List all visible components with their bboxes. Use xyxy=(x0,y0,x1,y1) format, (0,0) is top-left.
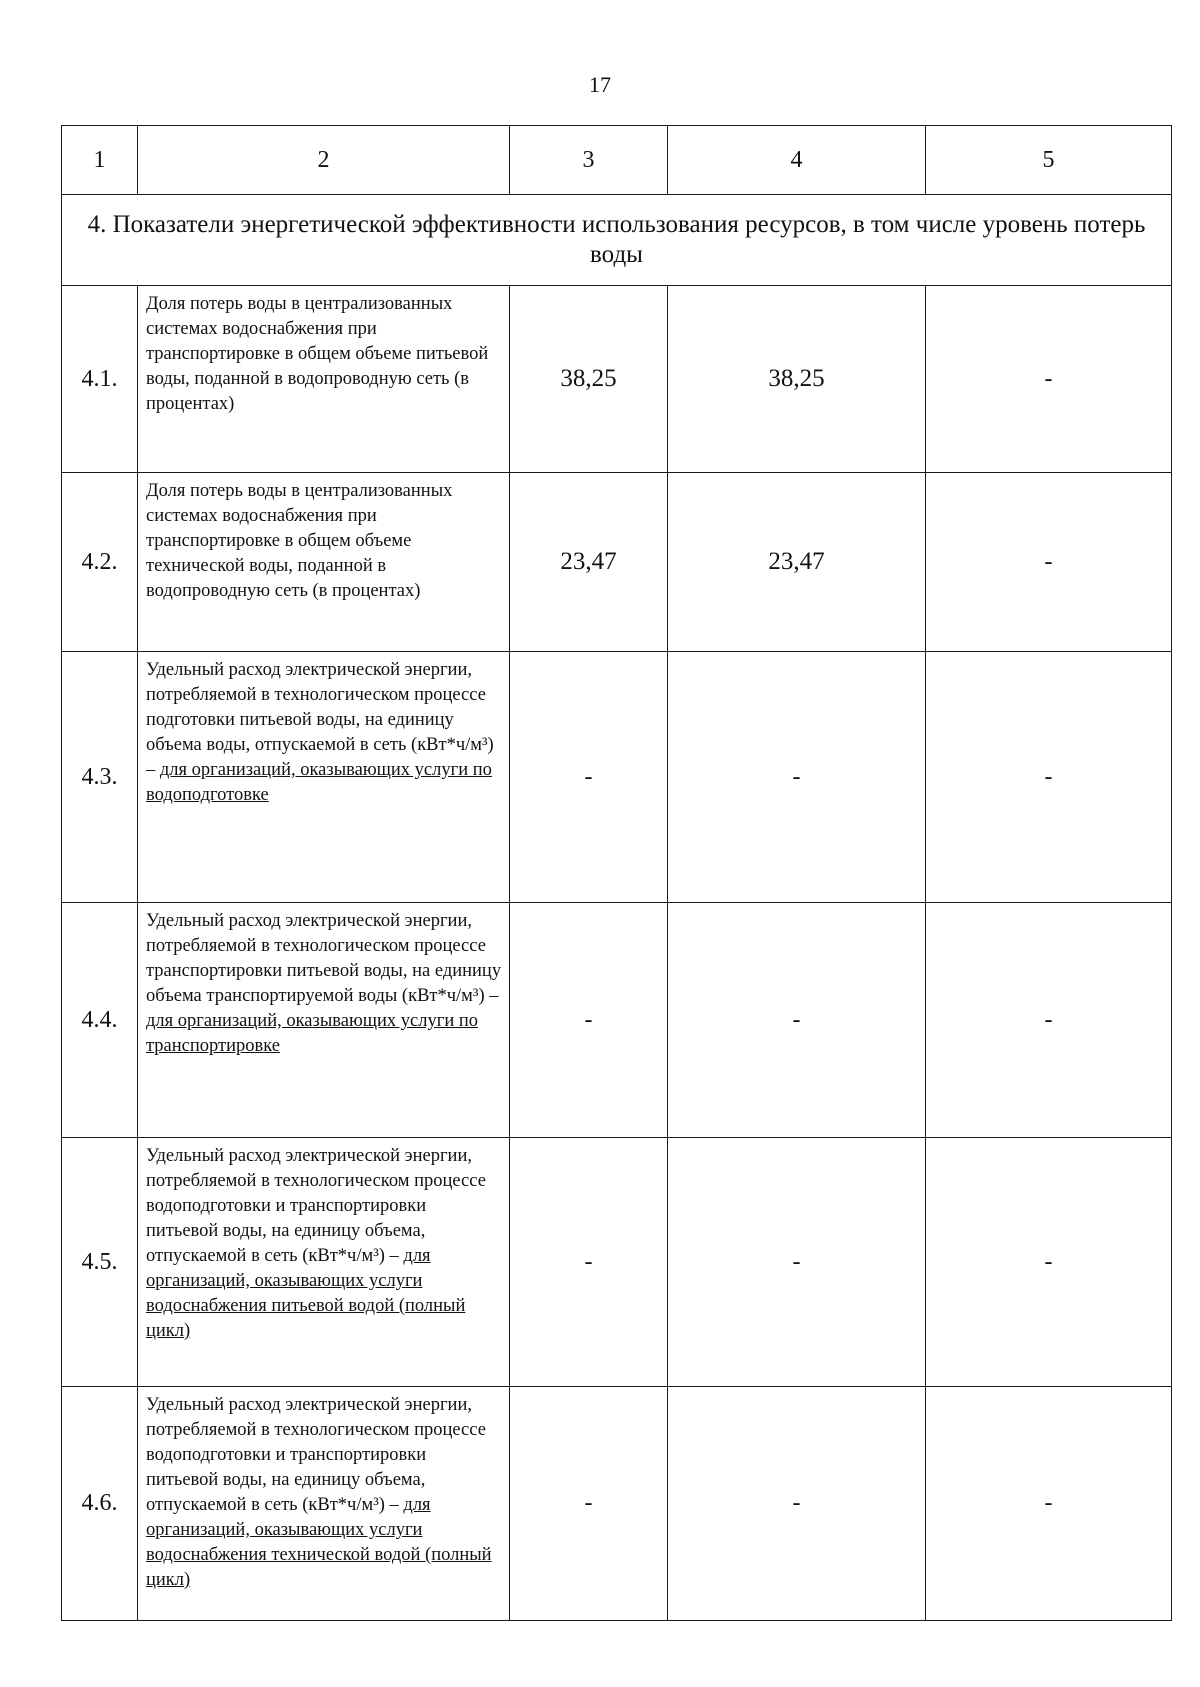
column-header-1: 1 xyxy=(62,126,138,195)
description-underlined-text: для организаций, оказывающих услуги водоснабжения технической водой (полный цикл) xyxy=(146,1495,492,1590)
column-header-5: 5 xyxy=(926,126,1172,195)
row-description xyxy=(138,473,510,652)
description-text: Удельный расход электрической энергии, потребляемой в технологическом процессе водоподготовки и транспортировки питьевой воды, на единицу объема, отпускаемой в сеть (кВт*ч/м³) – xyxy=(146,1146,486,1266)
row-description xyxy=(138,1138,510,1387)
value-col5: - xyxy=(926,286,1172,473)
value-col4: - xyxy=(668,652,926,903)
value-col3: - xyxy=(510,1387,668,1621)
column-header-3: 3 xyxy=(510,126,668,195)
value-col3: - xyxy=(510,1138,668,1387)
row-description xyxy=(138,1387,510,1621)
value-col3: 23,47 xyxy=(510,473,668,652)
table-row xyxy=(62,1138,1172,1387)
indicators-table xyxy=(61,125,1172,1621)
row-description xyxy=(138,652,510,903)
row-description xyxy=(138,903,510,1138)
table-row xyxy=(62,286,1172,473)
column-header-4: 4 xyxy=(668,126,926,195)
description-text: Удельный расход электрической энергии, потребляемой в технологическом процессе транспортировки питьевой воды, на единицу объема транспортируемой воды (кВт*ч/м³) – xyxy=(146,911,502,1006)
value-col5: - xyxy=(926,903,1172,1138)
value-col3: - xyxy=(510,652,668,903)
value-col4: 23,47 xyxy=(668,473,926,652)
value-col4: - xyxy=(668,903,926,1138)
value-col4: - xyxy=(668,1387,926,1621)
table-row xyxy=(62,1387,1172,1621)
description-underlined-text: для организаций, оказывающих услуги по водоподготовке xyxy=(146,760,492,805)
description-underlined-text: для организаций, оказывающих услуги по транспортировке xyxy=(146,1011,479,1056)
row-number: 4.6. xyxy=(62,1387,138,1621)
value-col5: - xyxy=(926,1138,1172,1387)
row-number: 4.4. xyxy=(62,903,138,1138)
page-number: 17 xyxy=(589,72,611,97)
section-title: 4. Показатели энергетической эффективности использования ресурсов, в том числе уровень потерь воды xyxy=(62,195,1172,286)
table-row xyxy=(62,903,1172,1138)
description-text: Доля потерь воды в централизованных системах водоснабжения при транспортировке в общем объеме питьевой воды, поданной в водопроводную сеть (в процентах) xyxy=(146,294,489,414)
description-text: Доля потерь воды в централизованных системах водоснабжения при транспортировке в общем объеме технической воды, поданной в водопроводную сеть (в процентах) xyxy=(146,481,453,601)
section-row xyxy=(62,195,1172,286)
value-col5: - xyxy=(926,1387,1172,1621)
value-col3: - xyxy=(510,903,668,1138)
row-number: 4.5. xyxy=(62,1138,138,1387)
row-description xyxy=(138,286,510,473)
description-underlined-text: для организаций, оказывающих услуги водоснабжения питьевой водой (полный цикл) xyxy=(146,1246,466,1341)
row-number: 4.1. xyxy=(62,286,138,473)
row-number: 4.2. xyxy=(62,473,138,652)
table-row xyxy=(62,473,1172,652)
value-col5: - xyxy=(926,473,1172,652)
column-header-row xyxy=(62,126,1172,195)
description-text: Удельный расход электрической энергии, потребляемой в технологическом процессе водоподготовки и транспортировки питьевой воды, на единицу объема, отпускаемой в сеть (кВт*ч/м³) – xyxy=(146,1395,486,1515)
table-row xyxy=(62,652,1172,903)
value-col5: - xyxy=(926,652,1172,903)
value-col4: - xyxy=(668,1138,926,1387)
value-col3: 38,25 xyxy=(510,286,668,473)
column-header-2: 2 xyxy=(138,126,510,195)
row-number: 4.3. xyxy=(62,652,138,903)
description-text: Удельный расход электрической энергии, потребляемой в технологическом процессе подготовки питьевой воды, на единицу объема воды, отпускаемой в сеть (кВт*ч/м³) – xyxy=(146,660,494,780)
value-col4: 38,25 xyxy=(668,286,926,473)
